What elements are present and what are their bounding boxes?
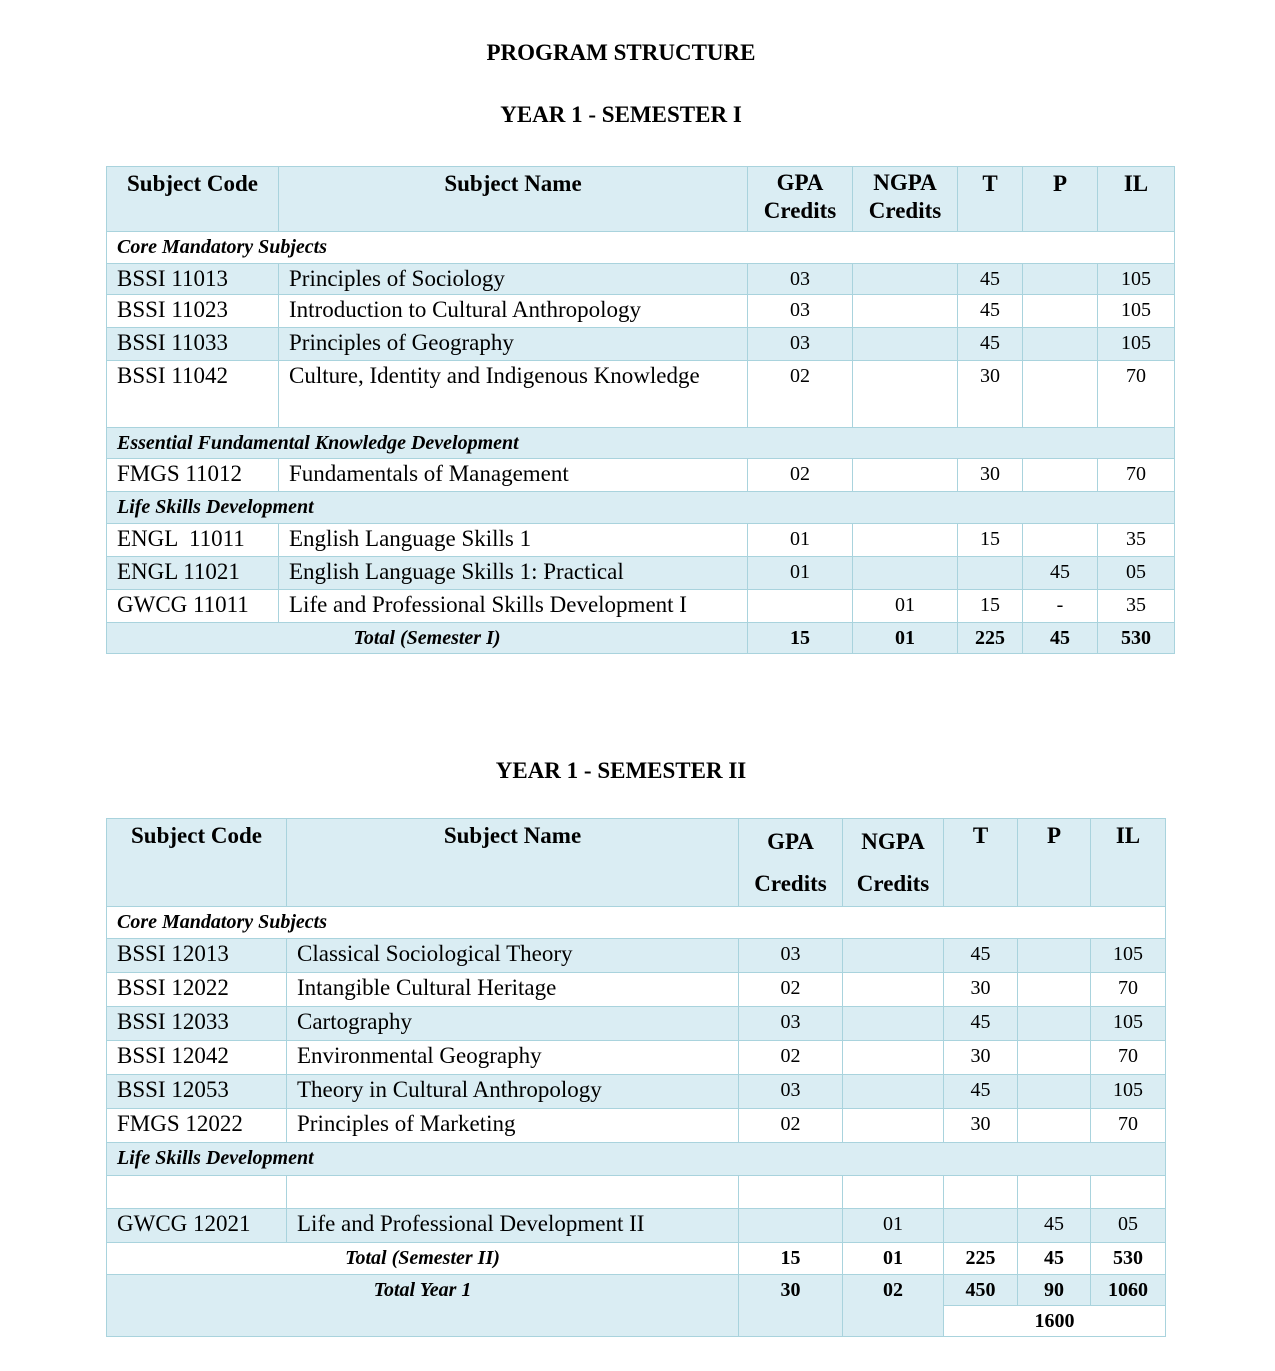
subject-name: Life and Professional Skills Development I [279,590,748,623]
subject-code: BSSI 12022 [107,973,287,1007]
p-hours [1023,328,1098,361]
il-hours: 105 [1091,1075,1166,1109]
year-total-row [107,1275,1166,1306]
t-hours: 45 [944,1075,1018,1109]
section-label: Life Skills Development [107,1143,1166,1176]
ngpa-credits [843,1007,944,1041]
total-row [107,1243,1166,1275]
header-il: IL [1098,167,1175,232]
subject-code: BSSI 12042 [107,1041,287,1075]
subject-code: BSSI 11023 [107,295,279,328]
gpa-credits: 01 [748,524,853,557]
subject-name: Principles of Marketing [287,1109,739,1143]
ngpa-credits [853,459,958,492]
total-t: 225 [958,623,1023,654]
section-row [107,428,1175,459]
p-hours [1023,459,1098,492]
total-ngpa: 01 [853,623,958,654]
ngpa-credits [853,557,958,590]
il-hours: 105 [1091,1007,1166,1041]
il-hours: 70 [1091,1041,1166,1075]
total-gpa: 15 [748,623,853,654]
table-row [107,1075,1166,1109]
header-p: P [1023,167,1098,232]
t-hours: 15 [958,524,1023,557]
il-hours: 70 [1098,361,1175,428]
table-row [107,1209,1166,1243]
semester-1-table [106,166,1175,654]
il-hours: 35 [1098,524,1175,557]
page-title: PROGRAM STRUCTURE [486,40,756,65]
ngpa-credits: 01 [843,1209,944,1243]
header-p: P [1018,819,1091,907]
ngpa-credits [853,295,958,328]
table-row [107,973,1166,1007]
table-row [107,557,1175,590]
total-ngpa: 01 [843,1243,944,1275]
subject-name [287,1176,739,1209]
ngpa-credits [843,1075,944,1109]
t-hours [944,1176,1018,1209]
header-gpa-credits: GPA Credits [748,167,853,232]
header-gpa-credits: GPA Credits [739,819,843,907]
gpa-credits: 02 [748,459,853,492]
header-il: IL [1091,819,1166,907]
header-ngpa-credits: NGPA Credits [853,167,958,232]
p-hours [1018,1075,1091,1109]
t-hours: 30 [944,1109,1018,1143]
subject-code: BSSI 11033 [107,328,279,361]
subject-code: ENGL 11011 [107,524,279,557]
gpa-credits: 02 [739,1041,843,1075]
subject-code: ENGL 11021 [107,557,279,590]
p-hours [1018,939,1091,973]
total-il: 530 [1098,623,1175,654]
p-hours [1023,295,1098,328]
total-p: 45 [1018,1243,1091,1275]
ngpa-credits [853,328,958,361]
ngpa-credits [843,939,944,973]
ngpa-credits [853,361,958,428]
ngpa-credits [843,1041,944,1075]
subject-code: BSSI 12033 [107,1007,287,1041]
subject-code: BSSI 11013 [107,264,279,295]
gpa-credits: 03 [748,328,853,361]
year-total-label: Total Year 1 [107,1275,739,1337]
total-p: 45 [1023,623,1098,654]
il-hours: 70 [1098,459,1175,492]
t-hours: 45 [958,264,1023,295]
section-label: Life Skills Development [107,492,1175,524]
semester-1-heading: YEAR 1 - SEMESTER I [500,102,742,127]
il-hours: 105 [1098,328,1175,361]
header-t: T [944,819,1018,907]
ngpa-credits: 01 [853,590,958,623]
subject-name: Theory in Cultural Anthropology [287,1075,739,1109]
t-hours: 45 [944,1007,1018,1041]
table-row [107,1041,1166,1075]
subject-name: Cartography [287,1007,739,1041]
p-hours: - [1023,590,1098,623]
semester-2-table [106,818,1166,1337]
section-row [107,1143,1166,1176]
gpa-credits: 02 [739,1109,843,1143]
subject-code: FMGS 11012 [107,459,279,492]
subject-name: English Language Skills 1 [279,524,748,557]
header-ngpa-credits: NGPA Credits [843,819,944,907]
year-total-ngpa: 02 [843,1275,944,1337]
year-total-p: 90 [1018,1275,1091,1306]
total-gpa: 15 [739,1243,843,1275]
section-row [107,907,1166,939]
subject-name: Introduction to Cultural Anthropology [279,295,748,328]
year-total-t: 450 [944,1275,1018,1306]
p-hours [1023,264,1098,295]
table-row-empty [107,1176,1166,1209]
subject-name: Principles of Geography [279,328,748,361]
t-hours: 30 [958,361,1023,428]
il-hours: 70 [1091,1109,1166,1143]
p-hours [1018,1176,1091,1209]
gpa-credits: 01 [748,557,853,590]
ngpa-credits [843,973,944,1007]
table-row [107,459,1175,492]
subject-code: BSSI 11042 [107,361,279,428]
table-row [107,264,1175,295]
t-hours: 45 [958,295,1023,328]
il-hours: 05 [1098,557,1175,590]
subject-name: Intangible Cultural Heritage [287,973,739,1007]
subject-name: Life and Professional Development II [287,1209,739,1243]
table-row [107,328,1175,361]
table-row [107,361,1175,428]
year-total-il: 1060 [1091,1275,1166,1306]
gpa-credits: 03 [748,264,853,295]
table-row [107,1007,1166,1041]
year-total-gpa: 30 [739,1275,843,1337]
section-row [107,232,1175,264]
t-hours: 30 [958,459,1023,492]
p-hours [1023,361,1098,428]
subject-name: Principles of Sociology [279,264,748,295]
section-label: Essential Fundamental Knowledge Development [107,428,1175,459]
il-hours [1091,1176,1166,1209]
section-label: Core Mandatory Subjects [107,232,1175,264]
total-il: 530 [1091,1243,1166,1275]
ngpa-credits [853,264,958,295]
t-hours: 45 [958,328,1023,361]
t-hours [944,1209,1018,1243]
gpa-credits: 02 [748,361,853,428]
subject-code [107,1176,287,1209]
p-hours: 45 [1023,557,1098,590]
subject-name: Environmental Geography [287,1041,739,1075]
ngpa-credits [853,524,958,557]
header-subject-code: Subject Code [107,167,279,232]
gpa-credits: 03 [739,939,843,973]
subject-name: Fundamentals of Management [279,459,748,492]
table-header-row [107,167,1175,232]
table-row [107,1109,1166,1143]
table-row [107,295,1175,328]
gpa-credits: 02 [739,973,843,1007]
table-row [107,590,1175,623]
gpa-credits [739,1176,843,1209]
total-label: Total (Semester I) [107,623,748,654]
total-row [107,623,1175,654]
il-hours: 05 [1091,1209,1166,1243]
gpa-credits [739,1209,843,1243]
subject-name: English Language Skills 1: Practical [279,557,748,590]
subject-code: GWCG 11011 [107,590,279,623]
p-hours [1023,524,1098,557]
subject-code: FMGS 12022 [107,1109,287,1143]
ngpa-credits [843,1176,944,1209]
header-subject-name: Subject Name [287,819,739,907]
il-hours: 105 [1098,264,1175,295]
p-hours [1018,1109,1091,1143]
table-header-row [107,819,1166,907]
subject-code: BSSI 12013 [107,939,287,973]
section-label: Core Mandatory Subjects [107,907,1166,939]
p-hours [1018,1041,1091,1075]
header-subject-code: Subject Code [107,819,287,907]
total-t: 225 [944,1243,1018,1275]
gpa-credits: 03 [739,1075,843,1109]
total-label: Total (Semester II) [107,1243,739,1275]
il-hours: 70 [1091,973,1166,1007]
subject-name: Classical Sociological Theory [287,939,739,973]
gpa-credits [748,590,853,623]
gpa-credits: 03 [748,295,853,328]
t-hours: 30 [944,973,1018,1007]
subject-name: Culture, Identity and Indigenous Knowledge [279,361,748,428]
il-hours: 105 [1098,295,1175,328]
t-hours [958,557,1023,590]
header-t: T [958,167,1023,232]
t-hours: 15 [958,590,1023,623]
table-row [107,524,1175,557]
ngpa-credits [843,1109,944,1143]
header-subject-name: Subject Name [279,167,748,232]
p-hours [1018,973,1091,1007]
il-hours: 105 [1091,939,1166,973]
table-row [107,939,1166,973]
semester-2-heading: YEAR 1 - SEMESTER II [495,758,747,783]
grand-total: 1600 [944,1306,1166,1337]
p-hours: 45 [1018,1209,1091,1243]
t-hours: 30 [944,1041,1018,1075]
gpa-credits: 03 [739,1007,843,1041]
p-hours [1018,1007,1091,1041]
subject-code: GWCG 12021 [107,1209,287,1243]
subject-code: BSSI 12053 [107,1075,287,1109]
il-hours: 35 [1098,590,1175,623]
section-row [107,492,1175,524]
t-hours: 45 [944,939,1018,973]
